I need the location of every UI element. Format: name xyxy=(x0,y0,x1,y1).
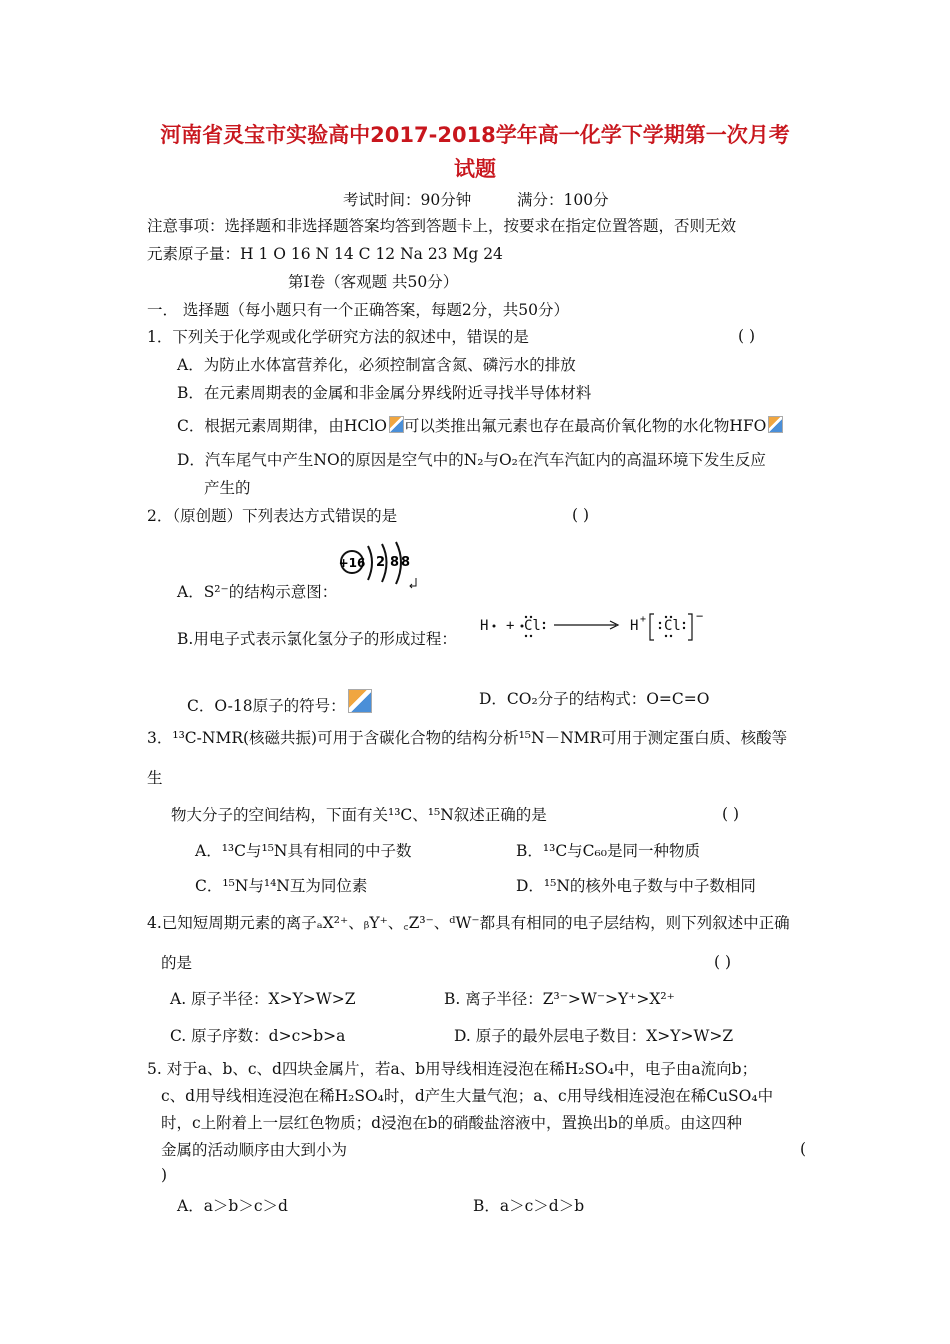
q3-option-d: D．¹⁵N的核外电子数与中子数相同 xyxy=(516,877,756,895)
q5-stem-line3: 时，c上附着上一层红色物质；d浸泡在b的硝酸盐溶液中，置换出b的单质。由这四种 xyxy=(161,1114,742,1132)
q5-stem-line2: c、d用导线相连浸泡在稀H₂SO₄时，d产生大量气泡；a、c用导线相连浸泡在稀CuSO₄中 xyxy=(161,1087,774,1105)
part-heading: 第Ⅰ卷（客观题 共50分） xyxy=(288,273,459,291)
q2-option-a: A．S²⁻的结构示意图： xyxy=(177,583,338,601)
q4-answer-paren: ( ) xyxy=(714,953,732,971)
q2-option-d: D．CO₂分子的结构式：O=C=O xyxy=(479,690,710,708)
svg-text:Cl: Cl xyxy=(524,618,541,634)
q4-stem-line2: 的是 xyxy=(161,954,193,972)
q3-stem-line3: 物大分子的空间结构，下面有关¹³C、¹⁵N叙述正确的是 xyxy=(171,806,547,824)
return-mark-icon xyxy=(410,578,416,588)
shell-count-2: 8 xyxy=(390,555,400,570)
q1-option-d-line1: D．汽车尾气中产生NO的原因是空气中的N₂与O₂在汽车汽缸内的高温环境下发生反应 xyxy=(177,451,766,469)
q3-option-a: A．¹³C与¹⁵N具有相同的中子数 xyxy=(195,842,412,860)
q2-answer-paren: ( ) xyxy=(572,506,590,524)
q4-stem-line1: 4.已知短周期元素的离子ₐX²⁺、ᵦY⁺、꜀Z³⁻、ᵈW⁻都具有相同的电子层结构，则下列叙述中正确 xyxy=(147,914,790,932)
shell-count-1: 2 xyxy=(376,555,386,570)
svg-text:−: − xyxy=(696,609,704,623)
q1-option-a: A．为防止水体富营养化，必须控制富含氮、磷污水的排放 xyxy=(177,356,576,374)
q1-option-d-line2: 产生的 xyxy=(204,479,251,497)
q5-option-a: A．a＞b＞c＞d xyxy=(177,1197,288,1215)
svg-text:H: H xyxy=(480,618,489,634)
svg-text:Cl: Cl xyxy=(664,618,681,634)
q1-option-c-part1: C．根据元素周期律，由HClO xyxy=(177,417,387,435)
q1-answer-paren: ( ) xyxy=(738,327,756,345)
broken-image-icon xyxy=(768,416,783,433)
doc-title-line1: 河南省灵宝市实验高中2017-2018学年高一化学下学期第一次月考 xyxy=(160,123,790,147)
q4-option-a: A. 原子半径：X>Y>W>Z xyxy=(170,990,356,1008)
doc-title-line2: 试题 xyxy=(454,157,496,181)
section-heading: 一． 选择题（每小题只有一个正确答案，每题2分，共50分） xyxy=(147,301,570,319)
svg-text:+: + xyxy=(506,618,515,634)
hcl-electron-formula-diagram xyxy=(478,608,718,648)
sulfide-ion-structure-diagram xyxy=(338,538,428,594)
q3-answer-paren: ( ) xyxy=(722,805,740,823)
q5-stem-line4: 金属的活动顺序由大到小为 xyxy=(161,1141,348,1159)
q3-stem-line1: 3．¹³C-NMR(核磁共振)可用于含碳化合物的结构分析¹⁵N－NMR可用于测定蛋白质、核酸等 xyxy=(147,729,788,747)
nucleus-charge: +16 xyxy=(338,556,366,570)
electron-shell-1 xyxy=(368,546,372,580)
q4-option-d: D. 原子的最外层电子数目：X>Y>W>Z xyxy=(454,1027,734,1045)
q1-stem: 1．下列关于化学观或化学研究方法的叙述中，错误的是 xyxy=(147,328,529,346)
full-score: 满分：100分 xyxy=(517,191,609,209)
q2-option-c-text: C．O-18原子的符号： xyxy=(187,697,346,715)
broken-image-icon xyxy=(389,416,404,433)
q5-paren-open: ( xyxy=(800,1140,807,1158)
atomic-masses: 元素原子量：H 1 O 16 N 14 C 12 Na 23 Mg 24 xyxy=(147,245,503,263)
q3-option-c: C．¹⁵N与¹⁴N互为同位素 xyxy=(195,877,368,895)
q5-option-b: B．a＞c＞d＞b xyxy=(473,1197,585,1215)
svg-text:+: + xyxy=(640,614,647,625)
notice: 注意事项：选择题和非选择题答案均答到答题卡上，按要求在指定位置答题，否则无效 xyxy=(147,217,737,235)
q5-paren-close: ) xyxy=(161,1166,168,1184)
svg-text:H: H xyxy=(630,618,639,634)
q3-stem-line2: 生 xyxy=(147,769,163,787)
exam-time: 考试时间：90分钟 xyxy=(343,191,472,209)
q1-option-c-part2: 可以类推出氟元素也存在最高价氧化物的水化物HFO xyxy=(403,417,767,435)
q2-option-b: B.用电子式表示氯化氢分子的形成过程： xyxy=(177,630,457,648)
q1-option-b: B．在元素周期表的金属和非金属分界线附近寻找半导体材料 xyxy=(177,384,592,402)
q2-option-c xyxy=(187,689,372,716)
shell-count-3: 8 xyxy=(401,555,411,570)
broken-image-icon xyxy=(348,689,372,713)
q3-option-b: B．¹³C与C₆₀是同一种物质 xyxy=(516,842,700,860)
q4-option-b: B. 离子半径：Z³⁻>W⁻>Y⁺>X²⁺ xyxy=(444,990,675,1008)
q5-stem-line1: 5. 对于a、b、c、d四块金属片，若a、b用导线相连浸泡在稀H₂SO₄中，电子由a流向b； xyxy=(147,1060,758,1078)
q1-option-c xyxy=(177,416,783,436)
q4-option-c: C. 原子序数：d>c>b>a xyxy=(170,1027,346,1045)
q2-stem: 2．（原创题）下列表达方式错误的是 xyxy=(147,507,398,525)
